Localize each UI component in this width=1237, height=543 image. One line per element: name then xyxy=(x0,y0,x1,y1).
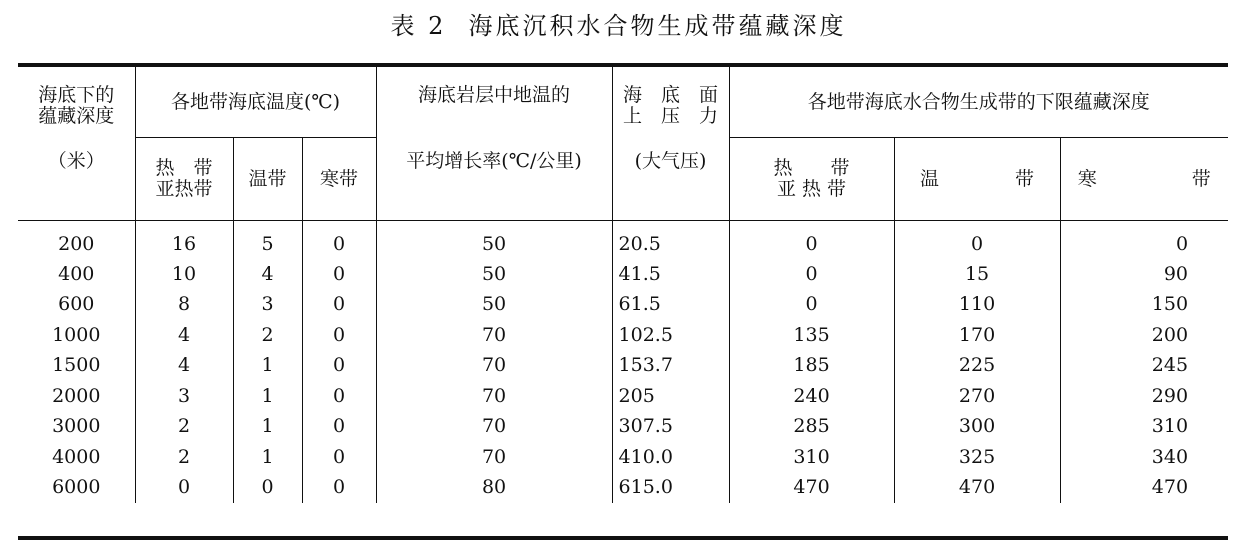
pressure-cell: 20.5 xyxy=(612,220,729,259)
gradient-cell: 70 xyxy=(376,350,612,381)
lower-cold-header: 寒 带 xyxy=(1077,167,1211,190)
lower-temperate-header: 温 带 xyxy=(894,137,1060,220)
table-row xyxy=(18,472,1228,503)
lower-cold-cell: 340 xyxy=(1151,445,1189,468)
temp-tropical-cell: 10 xyxy=(135,259,233,290)
table-row xyxy=(18,320,1228,351)
lower-temperate-cell: 470 xyxy=(894,472,1060,503)
table-title-text: 海底沉积水合物生成带蕴藏深度 xyxy=(468,12,847,40)
lower-tropical-cell: 285 xyxy=(729,411,894,442)
lower-temperate-cell: 270 xyxy=(894,381,1060,412)
pressure-cell: 615.0 xyxy=(612,472,729,503)
lower-tropical-cell: 240 xyxy=(729,381,894,412)
temp-tropical-header xyxy=(135,137,233,220)
gradient-cell: 50 xyxy=(376,220,612,259)
lower-tropical-cell: 470 xyxy=(729,472,894,503)
lower-temperate-cell: 300 xyxy=(894,411,1060,442)
temp-tropical-cell: 4 xyxy=(135,350,233,381)
lower-cold-cell: 290 xyxy=(1151,384,1189,407)
pressure-cell: 205 xyxy=(612,381,729,412)
lower-temperate-cell: 170 xyxy=(894,320,1060,351)
temp-temperate-cell: 3 xyxy=(233,289,302,320)
depth-cell: 1000 xyxy=(18,320,135,351)
temp-temperate-cell: 0 xyxy=(233,472,302,503)
temp-cold-cell: 0 xyxy=(302,259,376,290)
temp-temperate-cell: 1 xyxy=(233,442,302,473)
temp-temperate-cell: 1 xyxy=(233,350,302,381)
temp-temperate-cell: 1 xyxy=(233,411,302,442)
temp-cold-cell: 0 xyxy=(302,381,376,412)
temp-tropical-cell: 3 xyxy=(135,381,233,412)
gradient-cell: 50 xyxy=(376,289,612,320)
lower-temperate-cell: 225 xyxy=(894,350,1060,381)
lower-tropical-cell: 0 xyxy=(729,259,894,290)
lower-depth-group-header: 各地带海底水合物生成带的下限蕴藏深度 xyxy=(729,67,1228,137)
table-row xyxy=(18,411,1228,442)
temp-cold-cell: 0 xyxy=(302,442,376,473)
lower-tropical-cell: 135 xyxy=(729,320,894,351)
temp-tropical-cell: 4 xyxy=(135,320,233,351)
lower-cold-cell: 150 xyxy=(1151,293,1189,316)
depth-cell: 4000 xyxy=(18,442,135,473)
table-number: 表 2 xyxy=(390,12,447,40)
lower-tropical-line1: 热 带 xyxy=(773,156,850,179)
temp-cold-cell: 0 xyxy=(302,320,376,351)
table-row xyxy=(18,381,1228,412)
lower-cold-cell: 470 xyxy=(1151,476,1189,499)
gradient-header-top: 海底岩层中地温的 xyxy=(376,67,612,137)
table-row xyxy=(18,442,1228,473)
temp-cold-cell: 0 xyxy=(302,411,376,442)
depth-cell: 1500 xyxy=(18,350,135,381)
gradient-cell: 70 xyxy=(376,381,612,412)
temp-temperate-cell: 4 xyxy=(233,259,302,290)
temp-temperate-cell: 5 xyxy=(233,220,302,259)
lower-cold-cell: 200 xyxy=(1151,323,1189,346)
depth-cell: 400 xyxy=(18,259,135,290)
table-title xyxy=(0,6,1237,41)
table-row xyxy=(18,220,1228,259)
depth-cell: 2000 xyxy=(18,381,135,412)
table-row xyxy=(18,289,1228,320)
table-row xyxy=(18,259,1228,290)
lower-temperate-cell: 15 xyxy=(894,259,1060,290)
temp-tropical-cell: 2 xyxy=(135,411,233,442)
lower-cold-cell: 90 xyxy=(1163,262,1189,285)
depth-header-line1: 海底下的 xyxy=(38,84,115,106)
temp-tropical-line2: 亚热带 xyxy=(155,177,213,200)
lower-cold-cell: 310 xyxy=(1151,415,1189,438)
temp-temperate-cell: 2 xyxy=(233,320,302,351)
pressure-header-line2: 上 压 力 xyxy=(623,105,719,127)
temp-group-header: 各地带海底温度(℃) xyxy=(135,67,376,137)
temp-temperate-cell: 1 xyxy=(233,381,302,412)
temp-tropical-cell: 2 xyxy=(135,442,233,473)
lower-tropical-line2: 亚 热 带 xyxy=(776,177,847,200)
gradient-cell: 70 xyxy=(376,442,612,473)
temp-cold-cell: 0 xyxy=(302,220,376,259)
temp-cold-cell: 0 xyxy=(302,289,376,320)
pressure-cell: 153.7 xyxy=(612,350,729,381)
table-row xyxy=(18,350,1228,381)
temp-tropical-line1: 热 带 xyxy=(155,156,213,179)
lower-tropical-cell: 185 xyxy=(729,350,894,381)
lower-tropical-cell: 310 xyxy=(729,442,894,473)
depth-unit-header: （米） xyxy=(18,137,135,220)
lower-temperate-cell: 110 xyxy=(894,289,1060,320)
table-body xyxy=(18,220,1228,503)
lower-temperate-cell: 0 xyxy=(894,220,1060,259)
lower-tropical-cell: 0 xyxy=(729,289,894,320)
data-table xyxy=(18,67,1228,503)
depth-header-line2: 蕴藏深度 xyxy=(38,105,115,127)
lower-cold-cell: 245 xyxy=(1151,354,1189,377)
depth-cell: 6000 xyxy=(18,472,135,503)
gradient-cell: 70 xyxy=(376,411,612,442)
depth-cell: 200 xyxy=(18,220,135,259)
pressure-header-line1: 海 底 面 xyxy=(623,84,719,106)
pressure-unit-header: (大气压) xyxy=(612,137,729,220)
pressure-cell: 41.5 xyxy=(612,259,729,290)
gradient-cell: 50 xyxy=(376,259,612,290)
lower-tropical-header xyxy=(729,137,894,220)
lower-tropical-cell: 0 xyxy=(729,220,894,259)
pressure-header xyxy=(612,67,729,137)
pressure-cell: 102.5 xyxy=(612,320,729,351)
pressure-cell: 61.5 xyxy=(612,289,729,320)
temp-tropical-cell: 0 xyxy=(135,472,233,503)
temp-temperate-header: 温带 xyxy=(233,137,302,220)
gradient-cell: 70 xyxy=(376,320,612,351)
depth-cell: 3000 xyxy=(18,411,135,442)
depth-cell: 600 xyxy=(18,289,135,320)
pressure-cell: 410.0 xyxy=(612,442,729,473)
depth-header xyxy=(18,67,135,137)
bottom-rule xyxy=(18,536,1228,540)
gradient-cell: 80 xyxy=(376,472,612,503)
temp-tropical-cell: 8 xyxy=(135,289,233,320)
temp-cold-cell: 0 xyxy=(302,350,376,381)
temp-cold-header: 寒带 xyxy=(302,137,376,220)
lower-temperate-cell: 325 xyxy=(894,442,1060,473)
gradient-header-bottom: 平均增长率(℃/公里) xyxy=(376,137,612,220)
temp-cold-cell: 0 xyxy=(302,472,376,503)
lower-cold-cell: 0 xyxy=(1175,232,1189,255)
pressure-cell: 307.5 xyxy=(612,411,729,442)
temp-tropical-cell: 16 xyxy=(135,220,233,259)
